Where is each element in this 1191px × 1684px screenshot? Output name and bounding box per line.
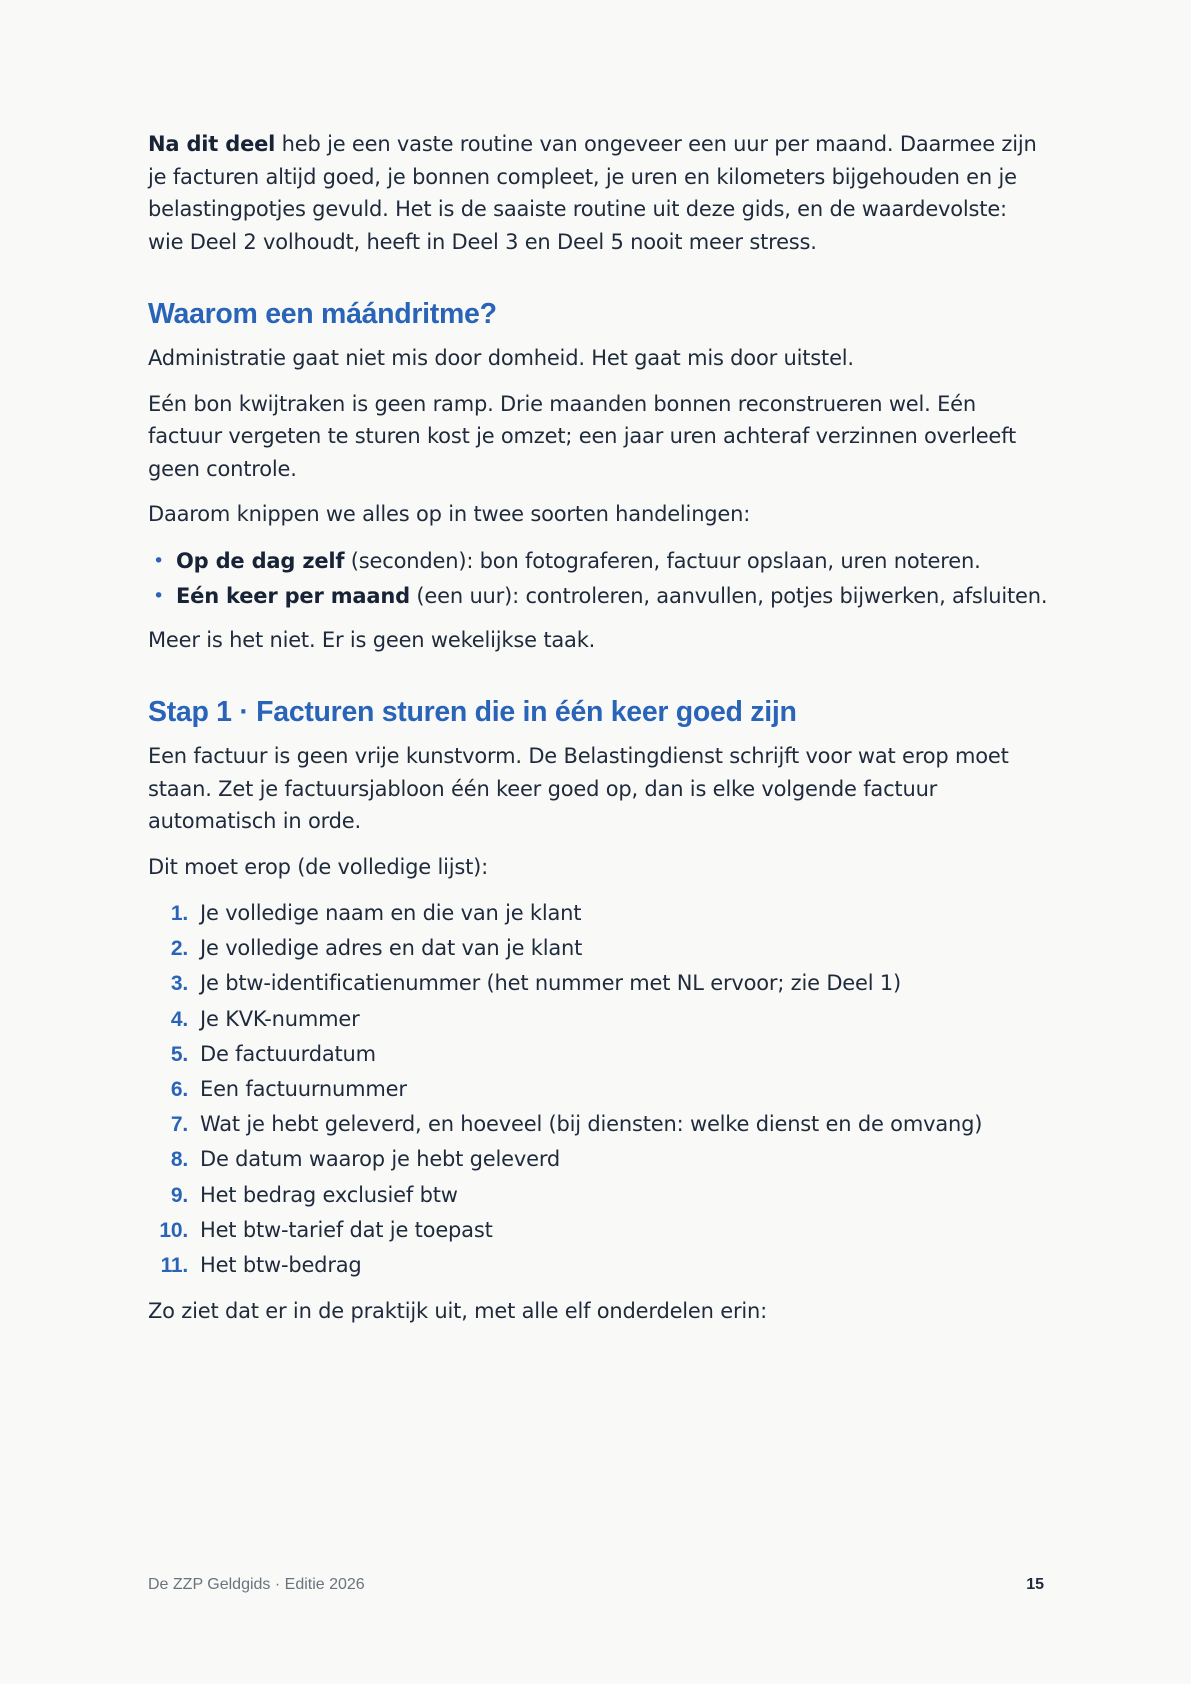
list-number: 7.: [170, 1113, 188, 1137]
list-number: 5.: [170, 1042, 188, 1066]
list-item-text: (een uur): controleren, aanvullen, potjes bijwerken, afsluiten.: [409, 583, 1048, 608]
paragraph: Zo ziet dat er in de praktijk uit, met alle elf onderdelen erin:: [148, 1299, 768, 1324]
section-heading-step-1: Stap 1 · Facturen sturen die in één keer goed zijn: [148, 696, 797, 728]
list-item-text: Je volledige naam en die van je klant: [200, 901, 582, 925]
list-number: 4.: [170, 1007, 188, 1031]
list-item-bold: Op de dag zelf: [176, 548, 345, 573]
section-heading-monthly-rhythm: Waarom een máándritme?: [148, 298, 497, 330]
bullet-list: [148, 544, 1048, 614]
paragraph: Meer is het niet. Er is geen wekelijkse taak.: [148, 627, 596, 652]
list-item-text: Een factuurnummer: [200, 1077, 407, 1102]
list-number: 3.: [170, 972, 188, 996]
list-number: 9.: [170, 1183, 188, 1207]
list-item-text: Je KVK-nummer: [200, 1006, 360, 1031]
list-item-text: Je btw-identificatienummer (het nummer met NL ervoor; zie Deel 1): [200, 971, 902, 996]
list-item-text: Wat je hebt geleverd, en hoeveel (bij diensten: welke dienst en de omvang): [200, 1112, 983, 1137]
list-item-text: Het btw-tarief dat je toepast: [200, 1217, 493, 1242]
list-item: [148, 1178, 1048, 1213]
list-item-text: Het bedrag exclusief btw: [200, 1182, 458, 1207]
list-number: 6.: [170, 1078, 188, 1102]
paragraph: Een factuur is geen vrije kunstvorm. De Belastingdienst schrijft voor wat erop moet staan. Zet je factuursjabloon één keer goed op, dan is elke volgende factuur automatisch in orde.: [148, 744, 1009, 833]
list-item: [148, 896, 1048, 931]
list-item-text: De datum waarop je hebt geleverd: [200, 1147, 561, 1172]
invoice-requirements-list: [148, 896, 1048, 1283]
paragraph: Administratie gaat niet mis door domheid. Het gaat mis door uitstel.: [148, 346, 854, 370]
list-item: [148, 966, 1048, 1001]
list-item-bold: Eén keer per maand: [176, 583, 410, 608]
list-item: [148, 1142, 1048, 1177]
list-item-text: Je volledige adres en dat van je klant: [200, 936, 583, 961]
paragraph: Dit moet erop (de volledige lijst):: [148, 854, 489, 879]
list-item: [148, 1248, 1048, 1283]
list-item-text: (seconden): bon fotograferen, factuur opslaan, uren noteren.: [344, 548, 981, 573]
list-item-text: Het btw-bedrag: [200, 1253, 362, 1278]
list-item: [148, 931, 1048, 966]
page-footer: [148, 1576, 1044, 1594]
footer-title: De ZZP Geldgids · Editie 2026: [148, 1576, 365, 1593]
bullet-icon: •: [153, 549, 165, 572]
list-number: 1.: [170, 902, 188, 925]
list-number: 10.: [159, 1218, 188, 1242]
list-number: 11.: [160, 1254, 188, 1278]
intro-paragraph: [148, 128, 1048, 258]
list-item: [148, 1107, 1048, 1142]
list-item: [148, 1072, 1048, 1107]
list-item: [148, 544, 1048, 579]
list-item: [148, 1002, 1048, 1037]
list-number: 2.: [170, 937, 188, 961]
list-item: [148, 579, 1048, 614]
page-number: 15: [1026, 1576, 1044, 1593]
list-item: [148, 1213, 1048, 1248]
list-item-text: De factuurdatum: [200, 1041, 376, 1066]
intro-text: heb je een vaste routine van ongeveer een uur per maand. Daarmee zijn je facturen altijd goed, je bonnen compleet, je uren en kilometers bijgehouden en je belastingpotjes gevuld. Het is de saaiste routine uit deze gids, en de waardevolste: wie Deel 2 volhoudt, heeft in Deel 3 en Deel 5 nooit meer stress.: [148, 132, 1037, 254]
page-content: [148, 128, 1048, 1328]
paragraph: Eén bon kwijtraken is geen ramp. Drie maanden bonnen reconstrueren wel. Eén factuur vergeten te sturen kost je omzet; een jaar uren achteraf verzinnen overleeft geen controle.: [148, 391, 1016, 481]
list-item: [148, 1037, 1048, 1072]
bullet-icon: •: [153, 584, 165, 607]
intro-lead: Na dit deel: [148, 132, 276, 156]
paragraph: Daarom knippen we alles op in twee soorten handelingen:: [148, 502, 751, 526]
list-number: 8.: [170, 1148, 188, 1172]
